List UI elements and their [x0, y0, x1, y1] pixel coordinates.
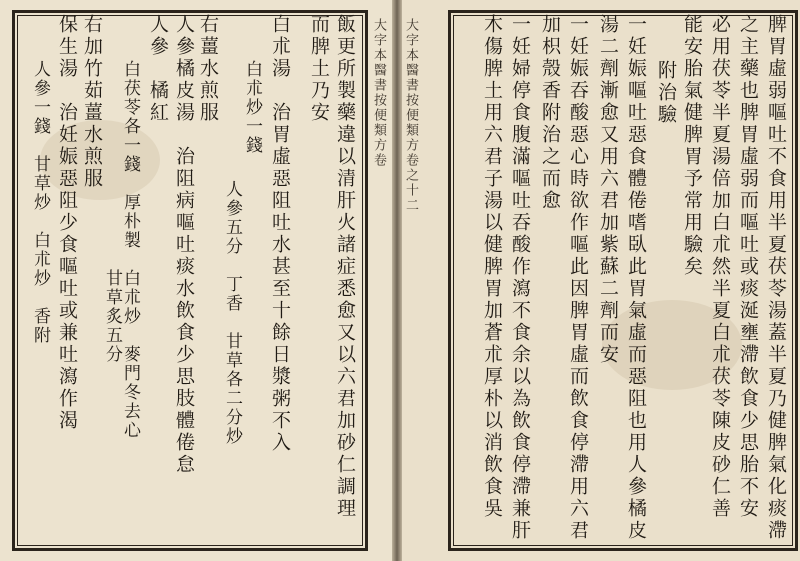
- text-column: 白朮湯 治胃虛惡阻吐水甚至十餘日漿粥不入: [269, 14, 291, 454]
- text-column: 人參橘皮湯 治阻病嘔吐痰水飲食少思肢體倦怠: [173, 14, 195, 476]
- text-column: 白朮炒一錢: [242, 60, 262, 155]
- right-page: [402, 0, 800, 561]
- text-column: 保生湯 治妊娠惡阻少食嘔吐或兼吐瀉作渴: [56, 14, 78, 432]
- text-column: 能安胎氣健脾胃予常用驗矣: [681, 14, 703, 278]
- text-column: 一妊娠吞酸惡心時欲作嘔此因脾胃虛而飲食停滯用六君: [567, 14, 589, 542]
- text-column: 人參一錢 甘草炒 白朮炒 香附: [30, 60, 50, 345]
- text-column: 一妊娠嘔吐惡食體倦嗜臥此胃氣虛而惡阻也用人參橘皮: [625, 14, 647, 542]
- text-column: 之主藥也脾胃虛弱而嘔吐或痰涎壅滯飲食少思胎不安: [737, 14, 759, 520]
- text-column: 加枳殼香附治之而愈: [539, 14, 561, 212]
- text-column: 甘草炙五分: [102, 250, 122, 364]
- left-page-margin-title: 大字本醫書按便類方卷: [371, 18, 386, 168]
- text-column: 人參 橘紅: [147, 14, 169, 124]
- left-page: [0, 0, 392, 561]
- text-column: 而脾土乃安: [308, 14, 330, 124]
- text-column: 一妊婦停食腹滿嘔吐吞酸作瀉不食余以為飲食停滯兼肝: [509, 14, 531, 542]
- right-page-margin-title: 大字本醫書按便類方卷之十二: [403, 18, 418, 213]
- text-column: 脾胃虛弱嘔吐不食用半夏茯苓湯蓋半夏乃健脾氣化痰滯: [765, 14, 787, 542]
- text-column: 木傷脾土用六君子湯以健脾胃加蒼朮厚朴以消飲食吳: [481, 14, 503, 520]
- text-column: 右薑水煎服: [197, 14, 219, 124]
- text-column: 人參五分 丁香 甘草各二分炒: [222, 180, 242, 446]
- text-column: 右加竹茹薑水煎服: [81, 14, 103, 190]
- text-column: 湯二劑漸愈又用六君加紫蘇二劑而安: [597, 14, 619, 366]
- text-column: 飯更所製藥違以清肝火諸症悉愈又以六君加砂仁調理: [334, 14, 356, 520]
- text-column: 附治驗: [655, 60, 677, 126]
- text-column: 白茯苓各一錢 厚朴製 白朮炒 麥門冬去心: [120, 60, 140, 440]
- text-column: 必用茯苓半夏湯倍加白朮然半夏白朮茯苓陳皮砂仁善: [709, 14, 731, 520]
- book-gutter: [392, 0, 402, 561]
